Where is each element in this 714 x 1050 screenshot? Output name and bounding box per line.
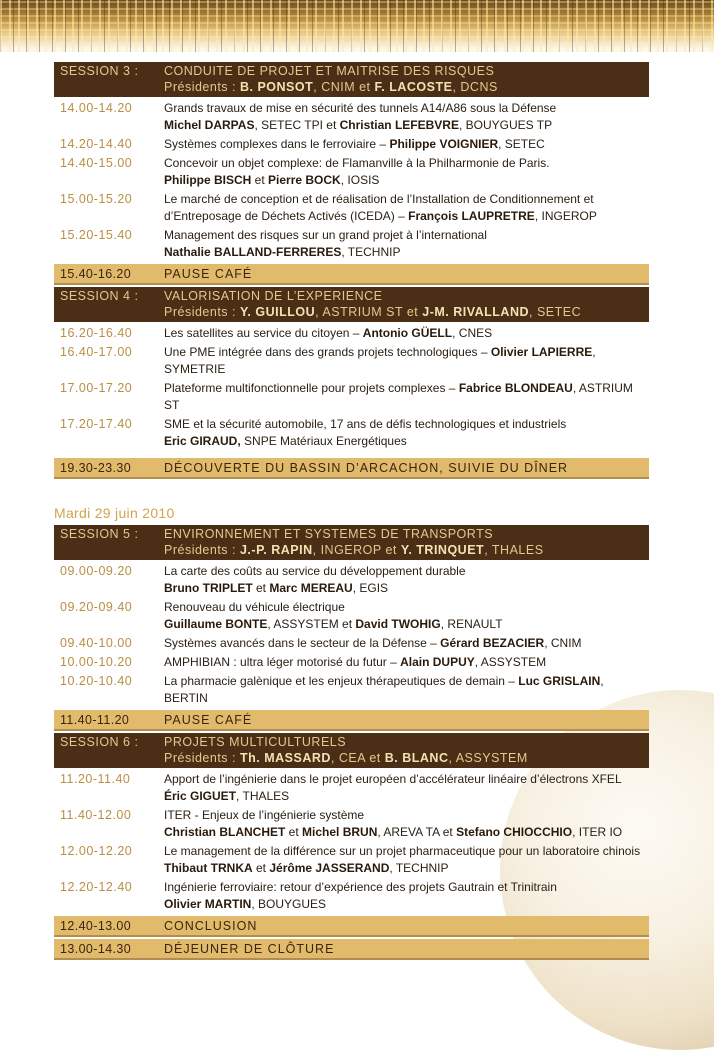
session-header — [54, 287, 649, 322]
talk-text: AMPHIBIAN : ultra léger motorisé du futur – — [164, 655, 401, 669]
talk-line — [164, 843, 649, 860]
talk-item — [54, 842, 649, 878]
talk-text: Le management de la différence sur un projet pharmaceutique pour un laboratoire chinois — [164, 844, 641, 858]
talk-text: , AREVA TA et — [377, 825, 457, 839]
talk-item — [54, 562, 649, 598]
talk-item — [54, 598, 649, 634]
talk-line — [164, 325, 649, 342]
talk-text: Renouveau du véhicule électrique — [164, 600, 345, 614]
president-name: J.-P. RAPIN — [239, 543, 313, 557]
talk-line — [164, 227, 649, 244]
talk-text: , SYMETRIE — [164, 345, 596, 376]
talk-text: Ingénierie ferroviaire: retour d’expérience des projets Gautrain et Trinitrain — [164, 880, 557, 894]
talk-time: 14.20-14.40 — [60, 137, 133, 151]
talk-body — [164, 879, 649, 913]
speaker-name: François LAUPRETRE — [408, 209, 535, 223]
talk-text: Apport de l’ingénierie dans le projet européen d’accélérateur linéaire d’électrons XFEL — [164, 772, 622, 786]
talk-text: Les satellites au service du citoyen – — [164, 326, 363, 340]
talk-body — [164, 635, 649, 652]
talk-time: 09.40-10.00 — [60, 636, 133, 650]
talk-line — [164, 771, 649, 788]
day-heading: Mardi 29 juin 2010 — [54, 505, 175, 521]
speaker-name: Nathalie BALLAND-FERRERES — [164, 245, 342, 259]
talk-line — [164, 580, 649, 597]
speaker-name: Fabrice BLONDEAU — [458, 381, 573, 395]
break-bar — [54, 264, 649, 285]
talk-line — [164, 208, 649, 225]
talk-line — [164, 860, 649, 877]
speaker-name: Gérard BEZACIER — [440, 636, 545, 650]
talk-text: , RENAULT — [440, 617, 503, 631]
talk-text: , ITER IO — [572, 825, 623, 839]
session-code: SESSION 3 : — [60, 64, 139, 78]
talk-text: ITER - Enjeux de l’ingénierie système — [164, 808, 365, 822]
talk-item — [54, 379, 649, 415]
talk-text: Le marché de conception et de réalisation de l’Installation de Conditionnement et — [164, 192, 594, 206]
talk-item — [54, 415, 649, 451]
talk-body — [164, 599, 649, 633]
talk-text: d’Entreposage de Déchets Activés (ICEDA) – — [164, 209, 409, 223]
talk-line — [164, 155, 649, 172]
talk-text: La carte des coûts au service du développement durable — [164, 564, 466, 578]
talk-item — [54, 343, 649, 379]
session-presidents-row — [60, 543, 643, 557]
talk-line — [164, 433, 649, 450]
session-presidents-row — [60, 80, 643, 94]
talk-text: , ASTRIUM ST — [164, 381, 633, 412]
bar-time: 15.40-16.20 — [60, 267, 132, 281]
talk-text: , CNES — [452, 326, 493, 340]
talk-text: Systèmes avancés dans le secteur de la Défense – — [164, 636, 441, 650]
president-text: Présidents : — [164, 543, 240, 557]
president-text: Présidents : — [164, 751, 240, 765]
talk-time: 11.20-11.40 — [60, 772, 131, 786]
talk-time: 09.00-09.20 — [60, 564, 133, 578]
talk-text: SME et la sécurité automobile, 17 ans de défis technologiques et industriels — [164, 417, 567, 431]
talk-time: 17.00-17.20 — [60, 381, 133, 395]
talk-item — [54, 226, 649, 262]
speaker-name: Marc MEREAU — [269, 581, 353, 595]
session-title: CONDUITE DE PROJET ET MAITRISE DES RISQUES — [164, 64, 495, 78]
spacer — [60, 305, 164, 319]
president-text: , CNIM et — [313, 80, 375, 94]
session-presidents — [164, 543, 544, 557]
talk-line — [164, 380, 649, 414]
break-bar — [54, 710, 649, 731]
bar-time: 12.40-13.00 — [60, 919, 132, 933]
spacer — [60, 751, 164, 765]
talk-time: 12.20-12.40 — [60, 880, 133, 894]
session-presidents — [164, 751, 528, 765]
talk-body — [164, 344, 649, 378]
talk-line — [164, 244, 649, 261]
talk-item — [54, 135, 649, 154]
talk-item — [54, 653, 649, 672]
talk-line — [164, 172, 649, 189]
president-name: B. PONSOT — [239, 80, 314, 94]
talk-text: , SETEC TPI et — [254, 118, 340, 132]
talk-body — [164, 136, 649, 153]
talk-text: et — [285, 825, 303, 839]
president-name: Y. GUILLOU — [239, 305, 316, 319]
talk-text: La pharmacie galènique et les enjeux thérapeutiques de demain – — [164, 674, 519, 688]
talk-line — [164, 136, 649, 153]
program-schedule — [54, 62, 649, 962]
president-text: , CEA et — [330, 751, 385, 765]
talk-line — [164, 896, 649, 913]
session-presidents-row — [60, 751, 643, 765]
speaker-name: Eric GIRAUD, — [164, 434, 241, 448]
talk-time: 11.40-12.00 — [60, 808, 132, 822]
session-presidents — [164, 305, 581, 319]
bar-label: DÉJEUNER DE CLÔTURE — [164, 942, 335, 956]
president-name: B. BLANC — [384, 751, 449, 765]
talk-body — [164, 227, 649, 261]
speaker-name: Michel DARPAS — [164, 118, 255, 132]
talk-text: , INGEROP — [534, 209, 597, 223]
speaker-name: Christian LEFEBVRE — [339, 118, 459, 132]
talk-item — [54, 634, 649, 653]
session-presidents — [164, 80, 498, 94]
speaker-name: Guillaume BONTE — [164, 617, 268, 631]
session-header — [54, 525, 649, 560]
talk-time: 16.20-16.40 — [60, 326, 133, 340]
talk-text: , IOSIS — [340, 173, 380, 187]
talk-line — [164, 879, 649, 896]
talk-body — [164, 100, 649, 134]
speaker-name: Pierre BOCK — [268, 173, 341, 187]
talk-line — [164, 599, 649, 616]
talk-line — [164, 100, 649, 117]
talk-text: et — [251, 173, 269, 187]
speaker-name: Antonio GÜELL — [362, 326, 453, 340]
spacer — [60, 543, 164, 557]
talk-text: Concevoir un objet complexe: de Flamanville à la Philharmonie de Paris. — [164, 156, 550, 170]
talk-line — [164, 824, 649, 841]
talk-text: , ASSYSTEM — [474, 655, 547, 669]
session-title: PROJETS MULTICULTURELS — [164, 735, 347, 749]
session-code: SESSION 5 : — [60, 527, 139, 541]
talk-text: Plateforme multifonctionnelle pour projets complexes – — [164, 381, 459, 395]
president-name: Y. TRINQUET — [400, 543, 485, 557]
speaker-name: Olivier MARTIN — [164, 897, 252, 911]
talk-body — [164, 191, 649, 225]
talk-body — [164, 155, 649, 189]
talk-item — [54, 672, 649, 708]
talk-body — [164, 654, 649, 671]
president-text: , SETEC — [529, 305, 582, 319]
speaker-name: Philippe VOIGNIER — [389, 137, 499, 151]
speaker-name: Philippe BISCH — [164, 173, 252, 187]
speaker-name: Michel BRUN — [302, 825, 378, 839]
bar-time: 11.40-11.20 — [60, 713, 130, 727]
talk-body — [164, 673, 649, 707]
bar-label: DÉCOUVERTE DU BASSIN D’ARCACHON, SUIVIE DU DÎNER — [164, 461, 569, 475]
talk-text: , BOUYGUES TP — [458, 118, 553, 132]
speaker-name: Christian BLANCHET — [164, 825, 286, 839]
talk-item — [54, 324, 649, 343]
talk-text: , THALES — [236, 789, 290, 803]
talk-text: Une PME intégrée dans des grands projets technologiques – — [164, 345, 491, 359]
talk-line — [164, 788, 649, 805]
session-header — [54, 62, 649, 97]
speaker-name: Luc GRISLAIN — [518, 674, 601, 688]
talk-time: 14.40-15.00 — [60, 156, 133, 170]
talk-text: , SETEC — [498, 137, 545, 151]
talk-time: 17.20-17.40 — [60, 417, 133, 431]
talk-line — [164, 654, 649, 671]
talk-item — [54, 99, 649, 135]
talk-item — [54, 770, 649, 806]
talk-line — [164, 563, 649, 580]
talk-item — [54, 806, 649, 842]
break-bar — [54, 916, 649, 937]
spacer — [54, 451, 649, 456]
speaker-name: David TWOHIG — [355, 617, 441, 631]
talk-time: 16.40-17.00 — [60, 345, 133, 359]
president-text: Présidents : — [164, 305, 240, 319]
talk-line — [164, 416, 649, 433]
break-bar — [54, 458, 649, 479]
session-title: VALORISATION DE L’EXPERIENCE — [164, 289, 383, 303]
talk-text: , TECHNIP — [389, 861, 449, 875]
session-code: SESSION 4 : — [60, 289, 139, 303]
session-code: SESSION 6 : — [60, 735, 139, 749]
session-title: ENVIRONNEMENT ET SYSTEMES DE TRANSPORTS — [164, 527, 494, 541]
president-text: Présidents : — [164, 80, 240, 94]
talk-body — [164, 416, 649, 450]
talk-line — [164, 344, 649, 378]
session-presidents-row — [60, 305, 643, 319]
president-text: , INGEROP et — [312, 543, 401, 557]
talk-body — [164, 807, 649, 841]
bar-label: PAUSE CAFÉ — [164, 713, 253, 727]
talk-text: et — [252, 861, 270, 875]
bar-time: 13.00-14.30 — [60, 942, 132, 956]
talk-time: 15.00-15.20 — [60, 192, 133, 206]
speaker-name: Thibaut TRNKA — [164, 861, 253, 875]
talk-time: 14.00-14.20 — [60, 101, 133, 115]
talk-item — [54, 878, 649, 914]
talk-text: Systèmes complexes dans le ferroviaire – — [164, 137, 390, 151]
session-title-row — [60, 527, 643, 541]
talk-body — [164, 843, 649, 877]
session-title-row — [60, 735, 643, 749]
talk-body — [164, 771, 649, 805]
talk-time: 09.20-09.40 — [60, 600, 133, 614]
session-title-row — [60, 289, 643, 303]
talk-time: 12.00-12.20 — [60, 844, 133, 858]
talk-body — [164, 380, 649, 414]
talk-time: 10.00-10.20 — [60, 655, 133, 669]
talk-body — [164, 563, 649, 597]
talk-text: , ASSYSTEM et — [267, 617, 356, 631]
session-title-row — [60, 64, 643, 78]
president-text: , DCNS — [452, 80, 498, 94]
talk-text: SNPE Matériaux Energétiques — [240, 434, 407, 448]
talk-text: et — [252, 581, 270, 595]
talk-item — [54, 190, 649, 226]
talk-text: , BOUYGUES — [251, 897, 327, 911]
bar-label: CONCLUSION — [164, 919, 258, 933]
president-name: F. LACOSTE — [374, 80, 453, 94]
speaker-name: Éric GIGUET — [164, 789, 237, 803]
bar-label: PAUSE CAFÉ — [164, 267, 253, 281]
talk-time: 10.20-10.40 — [60, 674, 133, 688]
talk-text: , TECHNIP — [341, 245, 401, 259]
talk-text: , BERTIN — [164, 674, 604, 705]
talk-body — [164, 325, 649, 342]
president-text: , ASTRIUM ST et — [315, 305, 423, 319]
speaker-name: Jérôme JASSERAND — [269, 861, 390, 875]
talk-time: 15.20-15.40 — [60, 228, 133, 242]
talk-line — [164, 635, 649, 652]
speaker-name: Bruno TRIPLET — [164, 581, 253, 595]
break-bar — [54, 939, 649, 960]
talk-item — [54, 154, 649, 190]
session-header — [54, 733, 649, 768]
spacer — [60, 80, 164, 94]
president-name: J-M. RIVALLAND — [422, 305, 530, 319]
talk-text: Grands travaux de mise en sécurité des tunnels A14/A86 sous la Défense — [164, 101, 557, 115]
speaker-name: Olivier LAPIERRE — [490, 345, 593, 359]
president-text: , ASSYSTEM — [448, 751, 528, 765]
president-name: Th. MASSARD — [239, 751, 331, 765]
speaker-name: Alain DUPUY — [400, 655, 475, 669]
talk-line — [164, 191, 649, 208]
header-banner — [0, 0, 714, 52]
talk-text: Management des risques sur un grand projet à l’international — [164, 228, 487, 242]
president-text: , THALES — [484, 543, 544, 557]
bar-time: 19.30-23.30 — [60, 461, 132, 475]
talk-line — [164, 616, 649, 633]
talk-line — [164, 117, 649, 134]
speaker-name: Stefano CHIOCCHIO — [456, 825, 573, 839]
talk-line — [164, 673, 649, 707]
talk-text: , CNIM — [544, 636, 582, 650]
talk-line — [164, 807, 649, 824]
talk-text: , EGIS — [352, 581, 389, 595]
